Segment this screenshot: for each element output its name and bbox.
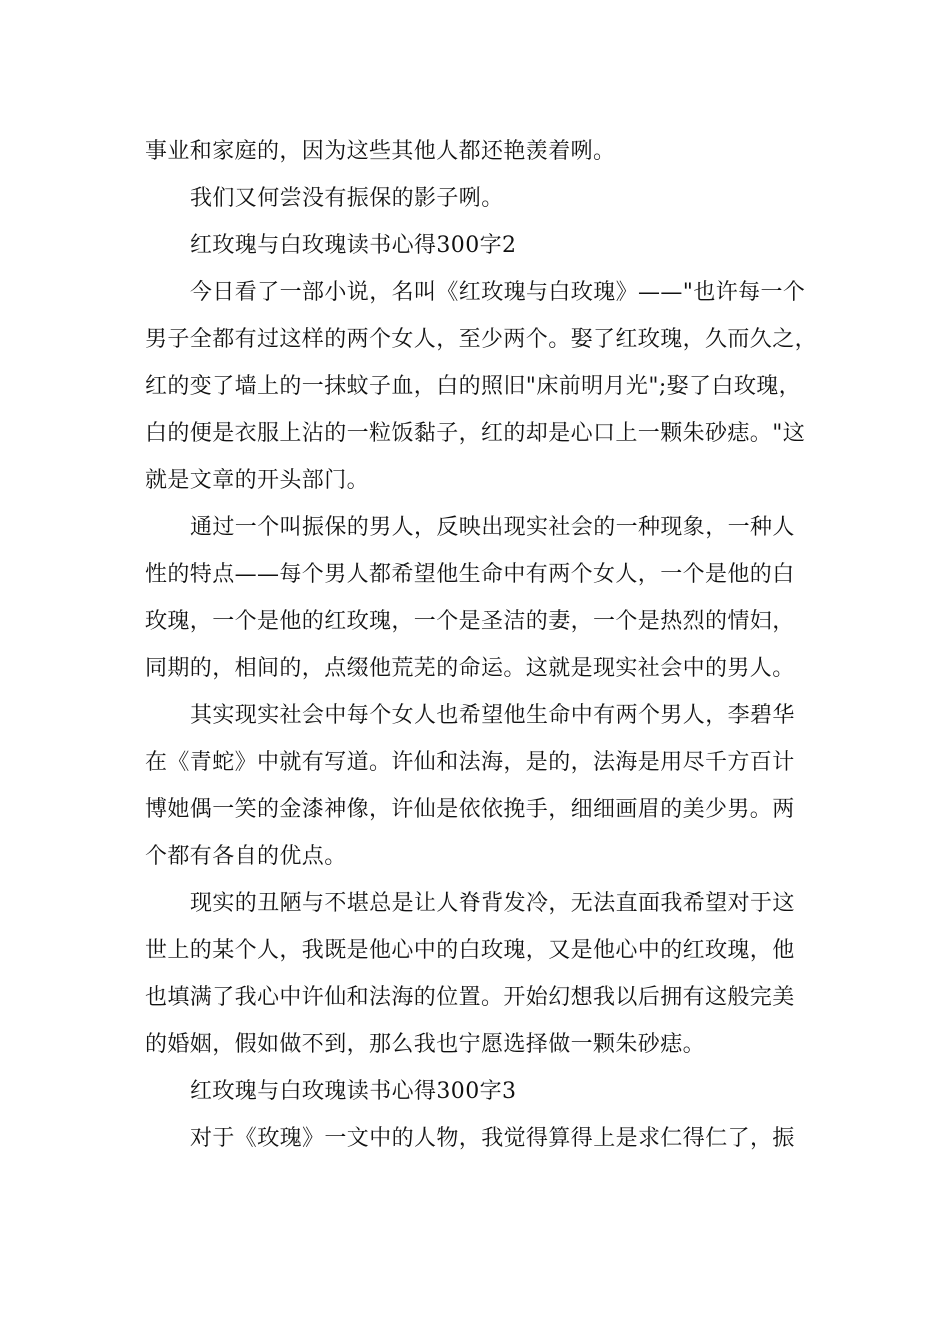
text-line: 对于《玫瑰》一文中的人物，我觉得算得上是求仁得仁了，振 <box>190 1126 795 1151</box>
text-line: 个都有各自的优点。 <box>145 844 347 869</box>
text-line: 也填满了我心中许仙和法海的位置。开始幻想我以后拥有这般完美 <box>145 985 795 1010</box>
section-heading <box>145 1068 825 1115</box>
text-line: 博她偶一笑的金漆神像，许仙是依依挽手，细细画眉的美少男。两 <box>145 797 795 822</box>
text-line: 其实现实社会中每个女人也希望他生命中有两个男人，李碧华 <box>190 703 795 728</box>
heading-text: 红玫瑰与白玫瑰读书心得300字2 <box>190 233 517 258</box>
text-line: 红的变了墙上的一抹蚊子血，白的照旧"床前明月光";娶了白玫瑰， <box>145 374 802 399</box>
text-line: 男子全都有过这样的两个女人，至少两个。娶了红玫瑰，久而久之， <box>145 327 818 352</box>
text-line: 现实的丑陋与不堪总是让人脊背发冷，无法直面我希望对于这 <box>190 891 795 916</box>
paragraph <box>145 880 825 1068</box>
text-line: 玫瑰，一个是他的红玫瑰，一个是圣洁的妻，一个是热烈的情妇， <box>145 609 795 634</box>
text-line: 通过一个叫振保的男人，反映出现实社会的一种现象，一种人 <box>190 515 795 540</box>
text-line: 白的便是衣服上沾的一粒饭黏子，红的却是心口上一颗朱砂痣。"这 <box>145 421 806 446</box>
heading-text: 红玫瑰与白玫瑰读书心得300字3 <box>190 1079 517 1104</box>
text-line: 就是文章的开头部门。 <box>145 468 370 493</box>
paragraph <box>145 175 825 222</box>
text-line: 同期的，相间的，点缀他荒芜的命运。这就是现实社会中的男人。 <box>145 656 795 681</box>
document-body <box>145 128 825 1162</box>
text-line: 世上的某个人，我既是他心中的白玫瑰，又是他心中的红玫瑰，他 <box>145 938 795 963</box>
paragraph <box>145 269 825 504</box>
text-line: 事业和家庭的，因为这些其他人都还艳羡着咧。 <box>145 139 616 164</box>
text-line: 在《青蛇》中就有写道。许仙和法海，是的，法海是用尽千方百计 <box>145 750 795 775</box>
section-heading <box>145 222 825 269</box>
paragraph <box>145 504 825 692</box>
paragraph <box>145 128 825 175</box>
text-line: 性的特点——每个男人都希望他生命中有两个女人，一个是他的白 <box>145 562 795 587</box>
text-line: 我们又何尝没有振保的影子咧。 <box>190 186 504 211</box>
paragraph <box>145 692 825 880</box>
paragraph <box>145 1115 825 1162</box>
text-line: 今日看了一部小说，名叫《红玫瑰与白玫瑰》——"也许每一个 <box>190 280 806 305</box>
text-line: 的婚姻，假如做不到，那么我也宁愿选择做一颗朱砂痣。 <box>145 1032 706 1057</box>
